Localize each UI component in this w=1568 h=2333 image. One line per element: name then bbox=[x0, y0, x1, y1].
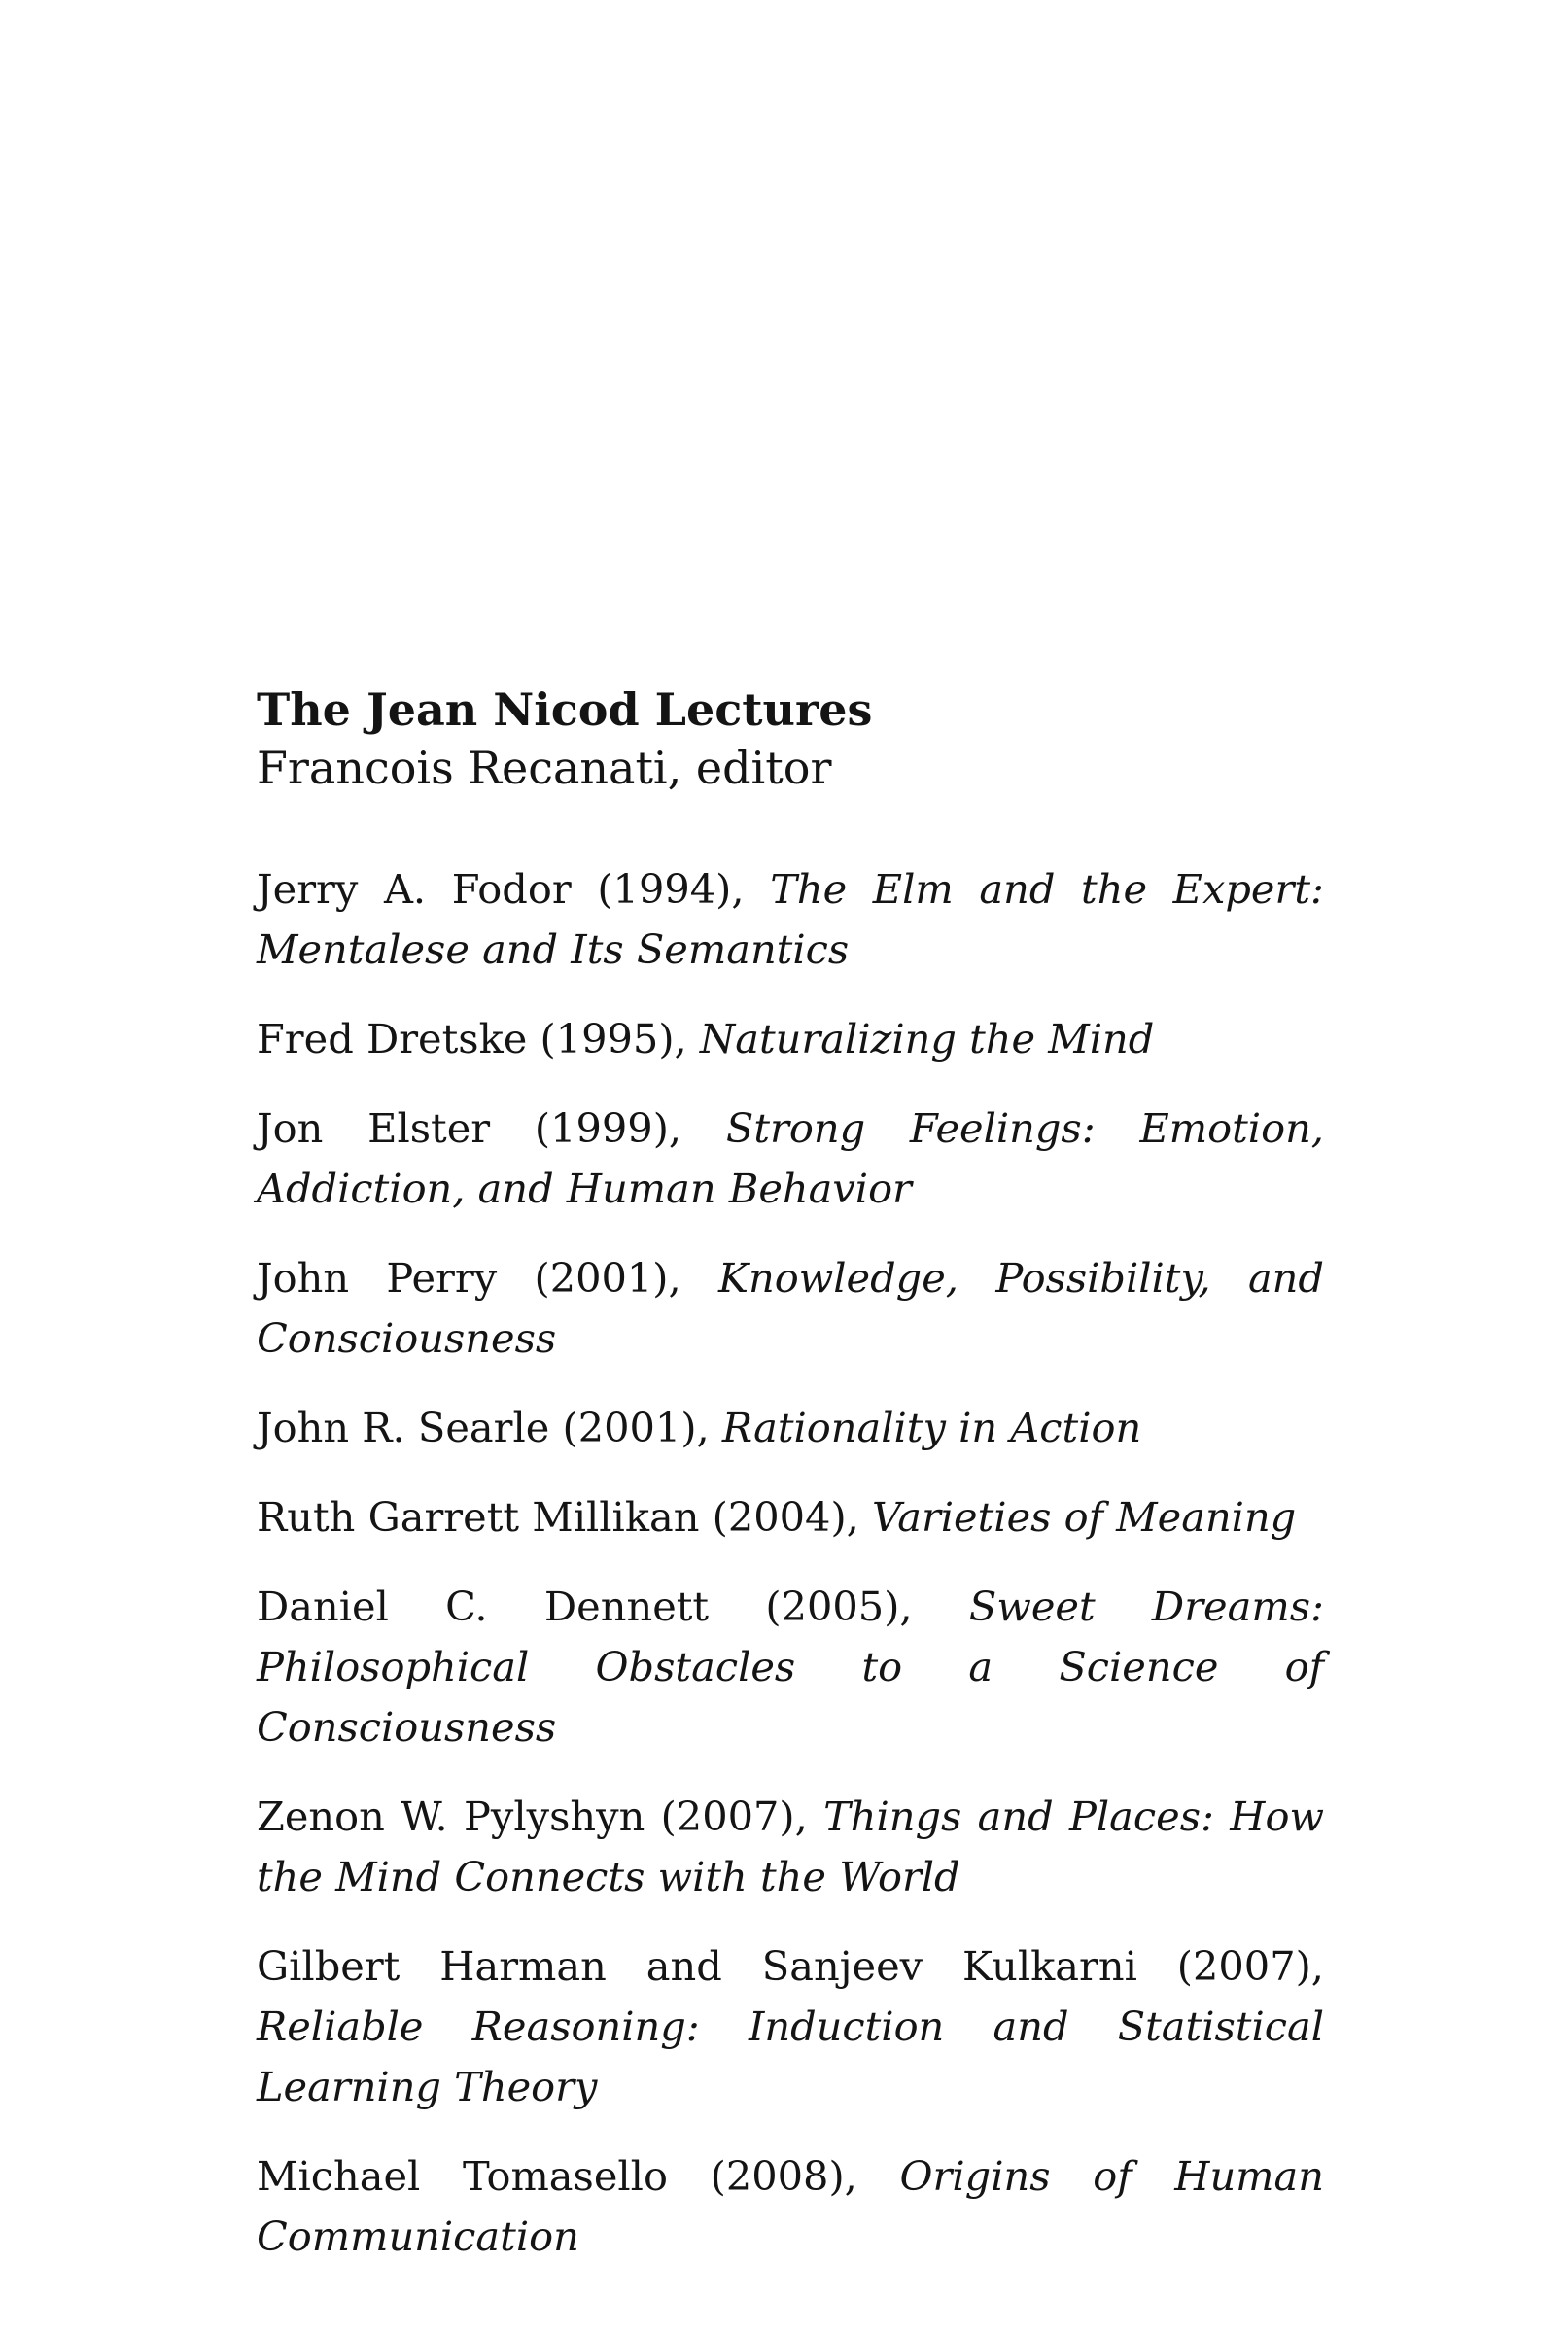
list-item bbox=[257, 1787, 1324, 1907]
entry-author: Fred Dretske bbox=[257, 1015, 528, 1062]
list-item bbox=[257, 1248, 1324, 1369]
entry-author: John Perry bbox=[257, 1254, 498, 1302]
entry-title: Sweet Dreams: Philosophical Obstacles to a Science of Consciousness bbox=[257, 1583, 1324, 1751]
entry-title: Rationality in Action bbox=[721, 1404, 1142, 1451]
entry-title: Things and Places: How the Mind Connects with the World bbox=[257, 1793, 1324, 1900]
entry-title: Naturalizing the Mind bbox=[699, 1015, 1155, 1062]
list-item bbox=[257, 2146, 1324, 2267]
series-editor: Francois Recanati, editor bbox=[257, 742, 832, 794]
entry-year: (2005), bbox=[765, 1583, 913, 1630]
entry-title: The Elm and the Expert: Mentalese and Its Semantics bbox=[257, 865, 1324, 973]
entry-year: (1995), bbox=[540, 1015, 687, 1062]
entry-author: Jon Elster bbox=[257, 1104, 491, 1152]
entry-year: (2001), bbox=[562, 1404, 710, 1451]
list-item bbox=[257, 1936, 1324, 2117]
list-item bbox=[257, 1098, 1324, 1219]
entry-title: Origins of Human Communication bbox=[257, 2152, 1324, 2260]
list-item bbox=[257, 1487, 1324, 1548]
entry-author: Ruth Garrett Millikan bbox=[257, 1493, 700, 1541]
entry-year: (2007), bbox=[660, 1793, 808, 1840]
list-item bbox=[257, 859, 1324, 980]
entry-year: (1999), bbox=[534, 1104, 682, 1152]
series-list bbox=[257, 680, 1324, 2296]
entry-title: Knowledge, Possibility, and Consciousness bbox=[257, 1254, 1324, 1362]
list-item bbox=[257, 1009, 1324, 1069]
entry-author: Gilbert Harman and Sanjeev Kulkarni bbox=[257, 1942, 1137, 1990]
entry-year: (2008), bbox=[710, 2152, 857, 2200]
entry-title: Strong Feelings: Emotion, Addiction, and Human Behavior bbox=[257, 1104, 1324, 1212]
entry-author: Jerry A. Fodor bbox=[257, 865, 572, 913]
entry-author: Zenon W. Pylyshyn bbox=[257, 1793, 645, 1840]
entry-year: (2001), bbox=[534, 1254, 681, 1302]
entry-year: (2004), bbox=[712, 1493, 859, 1541]
entry-title: Reliable Reasoning: Induction and Statistical Learning Theory bbox=[257, 2002, 1324, 2110]
entry-year: (1994), bbox=[597, 865, 745, 913]
entry-author: Daniel C. Dennett bbox=[257, 1583, 710, 1630]
list-item bbox=[257, 1398, 1324, 1458]
series-title: The Jean Nicod Lectures bbox=[257, 683, 873, 736]
entry-year: (2007), bbox=[1176, 1942, 1324, 1990]
entry-author: Michael Tomasello bbox=[257, 2152, 668, 2200]
entry-title: Varieties of Meaning bbox=[872, 1493, 1297, 1541]
entry-author: John R. Searle bbox=[257, 1404, 550, 1451]
list-item bbox=[257, 1577, 1324, 1758]
